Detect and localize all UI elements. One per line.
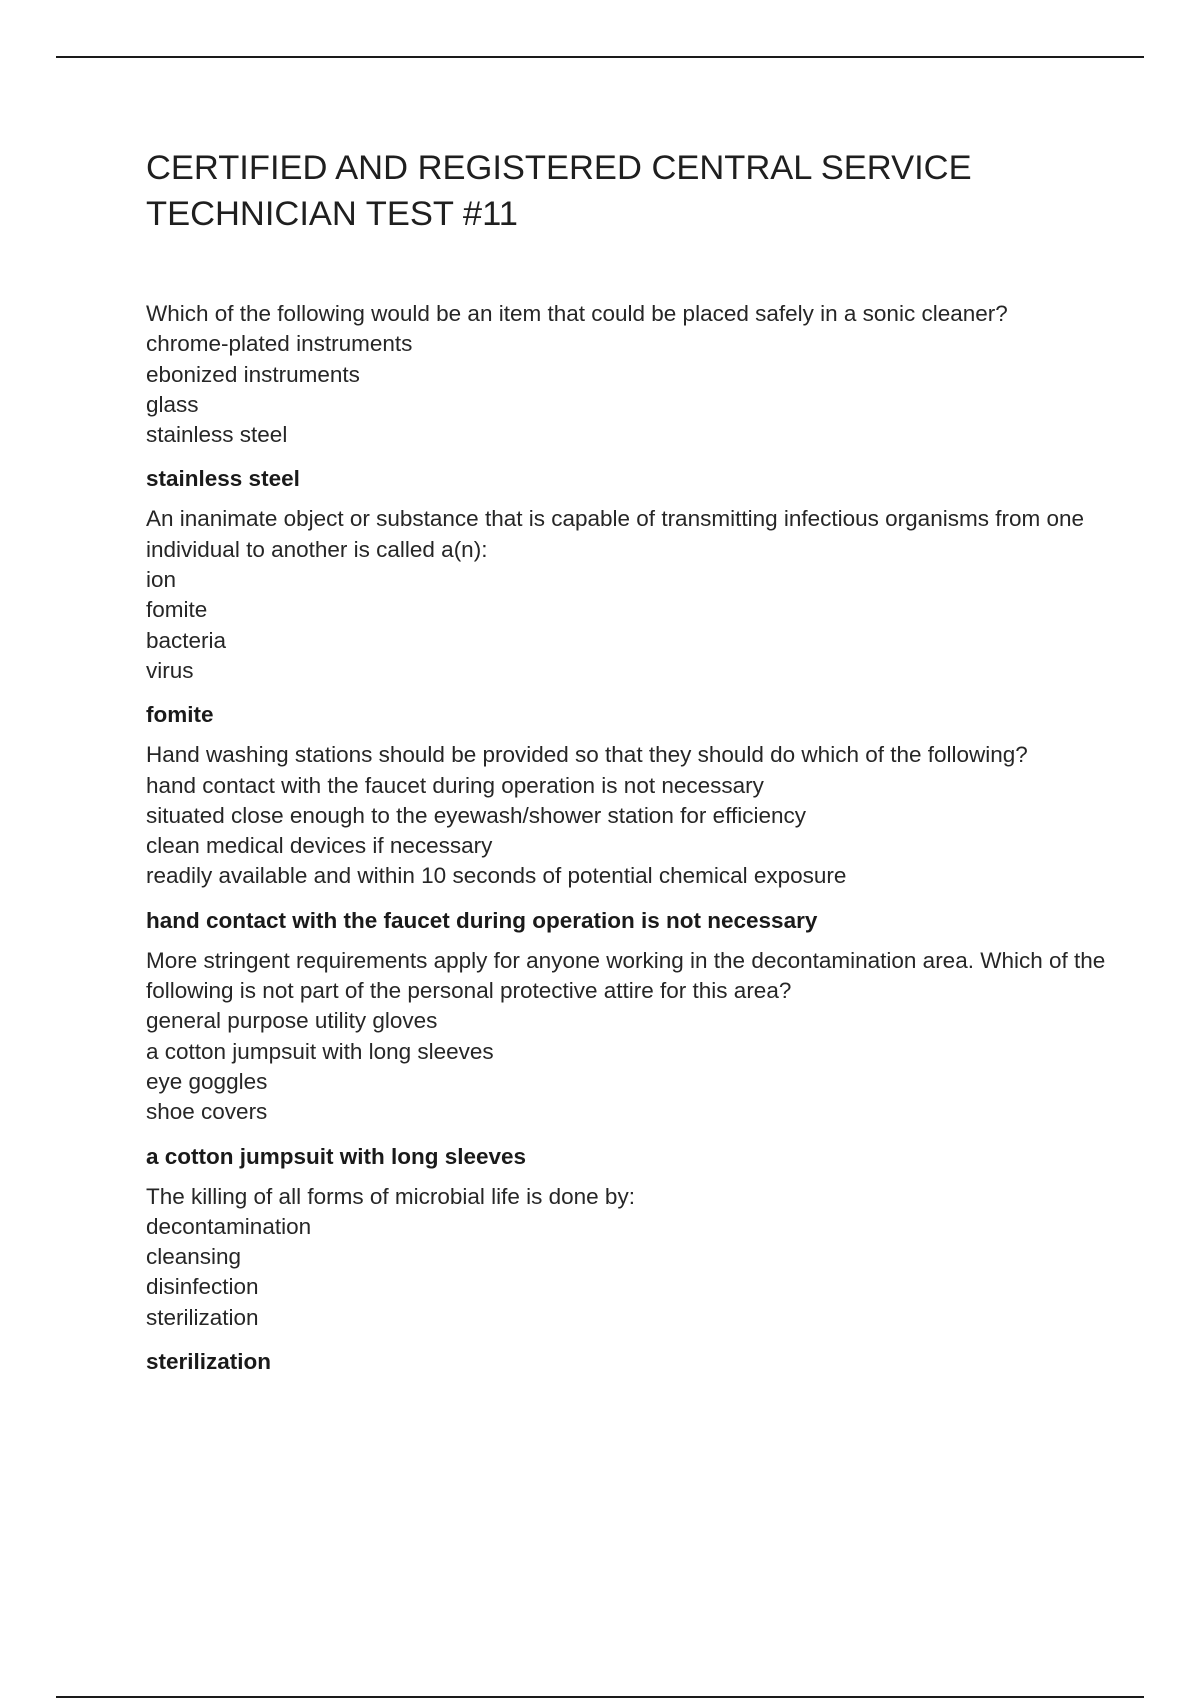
question-block xyxy=(146,740,1106,935)
document-body xyxy=(146,145,1106,1387)
option-item: ebonized instruments xyxy=(146,361,360,387)
option-item: sterilization xyxy=(146,1304,259,1330)
option-list xyxy=(146,329,1106,450)
question-text: More stringent requirements apply for anyone working in the decontamination area. Which of the following is not part of the personal protective attire for this area? xyxy=(146,947,1106,1004)
question-block xyxy=(146,1182,1106,1377)
option-item: decontamination xyxy=(146,1213,312,1239)
option-list xyxy=(146,565,1106,686)
answer-text: a cotton jumpsuit with long sleeves xyxy=(146,1143,527,1169)
option-item: stainless steel xyxy=(146,422,288,448)
question-block xyxy=(146,504,1106,730)
page-title: CERTIFIED AND REGISTERED CENTRAL SERVICE TECHNICIAN TEST #11 xyxy=(146,149,972,233)
question-block xyxy=(146,946,1106,1172)
answer-text: fomite xyxy=(146,702,214,728)
question-text: The killing of all forms of microbial life is done by: xyxy=(146,1183,635,1209)
option-item: hand contact with the faucet during operation is not necessary xyxy=(146,772,764,798)
option-item: situated close enough to the eyewash/shower station for efficiency xyxy=(146,802,806,828)
option-item: cleansing xyxy=(146,1244,242,1270)
option-item: glass xyxy=(146,391,199,417)
option-item: disinfection xyxy=(146,1274,259,1300)
option-list xyxy=(146,1212,1106,1333)
top-rule xyxy=(56,56,1144,58)
question-text: Hand washing stations should be provided so that they should do which of the following? xyxy=(146,742,1028,768)
question-text: Which of the following would be an item that could be placed safely in a sonic cleaner? xyxy=(146,301,1008,326)
question-text: An inanimate object or substance that is capable of transmitting infectious organisms from one individual to another is called a(n): xyxy=(146,506,1084,562)
option-item: clean medical devices if necessary xyxy=(146,833,493,859)
option-item: fomite xyxy=(146,597,208,623)
option-item: a cotton jumpsuit with long sleeves xyxy=(146,1038,494,1064)
answer-text: stainless steel xyxy=(146,466,300,492)
question-block xyxy=(146,299,1106,494)
option-item: ion xyxy=(146,567,177,593)
option-list xyxy=(146,1006,1106,1127)
option-item: virus xyxy=(146,657,194,683)
option-list xyxy=(146,771,1106,892)
question-list xyxy=(146,299,1106,1377)
bottom-rule xyxy=(56,1696,1144,1698)
option-item: chrome-plated instruments xyxy=(146,331,413,357)
answer-text: sterilization xyxy=(146,1349,272,1375)
option-item: shoe covers xyxy=(146,1099,268,1125)
option-item: bacteria xyxy=(146,627,227,653)
option-item: readily available and within 10 seconds of potential chemical exposure xyxy=(146,863,847,889)
option-item: eye goggles xyxy=(146,1068,268,1094)
answer-text: hand contact with the faucet during operation is not necessary xyxy=(146,907,818,933)
option-item: general purpose utility gloves xyxy=(146,1008,438,1034)
